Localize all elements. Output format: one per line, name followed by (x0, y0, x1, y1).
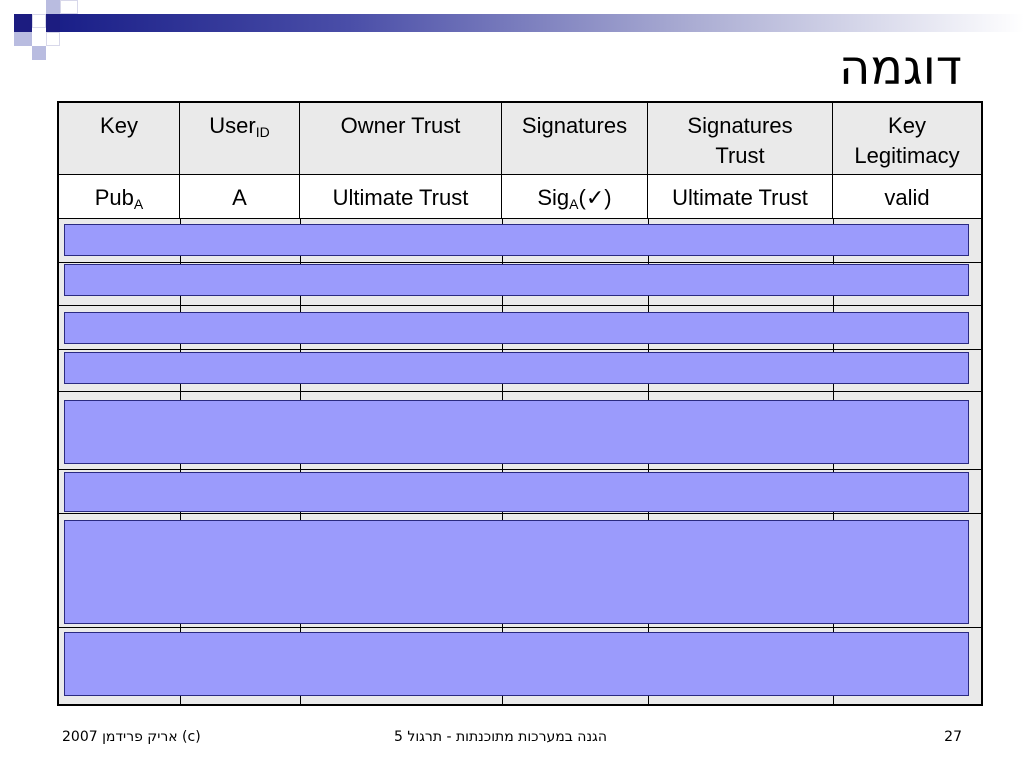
page-title: דוגמה (838, 40, 962, 96)
logo-square (14, 14, 32, 32)
table-header-row (59, 103, 981, 175)
header-key-legitimacy: Key Legitimacy (854, 113, 960, 168)
header-userid: User$_{ID}$ (180, 103, 300, 174)
cover-bar[interactable] (64, 264, 969, 296)
cell-signatures-trust: Ultimate Trust (648, 175, 833, 218)
cell-owner-trust: Ultimate Trust (300, 175, 502, 218)
logo-square (60, 0, 78, 14)
logo-square (46, 0, 60, 14)
header-gradient-bar (60, 14, 1024, 32)
cell-key-legitimacy: valid (884, 185, 930, 210)
footer-course: הגנה במערכות מתוכנתות - תרגול 5 (394, 729, 607, 745)
cover-bar[interactable] (64, 632, 969, 696)
footer-author: אריק פרידמן 2007 (c) (62, 729, 201, 745)
header-signatures-trust: Signatures Trust (648, 103, 833, 174)
logo-square (46, 14, 60, 32)
cover-bar[interactable] (64, 224, 969, 256)
header-key: Key (59, 103, 180, 174)
logo-square (46, 32, 60, 46)
logo-square (32, 46, 46, 60)
logo-square (32, 14, 46, 28)
cell-signatures: Sig$_A$(✓) (502, 175, 648, 218)
cell-user: A (180, 175, 300, 218)
logo-square (14, 32, 32, 46)
cover-bar[interactable] (64, 352, 969, 384)
cover-bar[interactable] (64, 312, 969, 344)
cover-bar[interactable] (64, 472, 969, 512)
cover-bar[interactable] (64, 520, 969, 624)
cover-bar[interactable] (64, 400, 969, 464)
table-row (59, 175, 981, 219)
page-number: 27 (944, 729, 962, 745)
header-signatures: Signatures (502, 103, 648, 174)
cell-key: Pub$_A$ (59, 175, 180, 218)
header-owner-trust: Owner Trust (300, 103, 502, 174)
